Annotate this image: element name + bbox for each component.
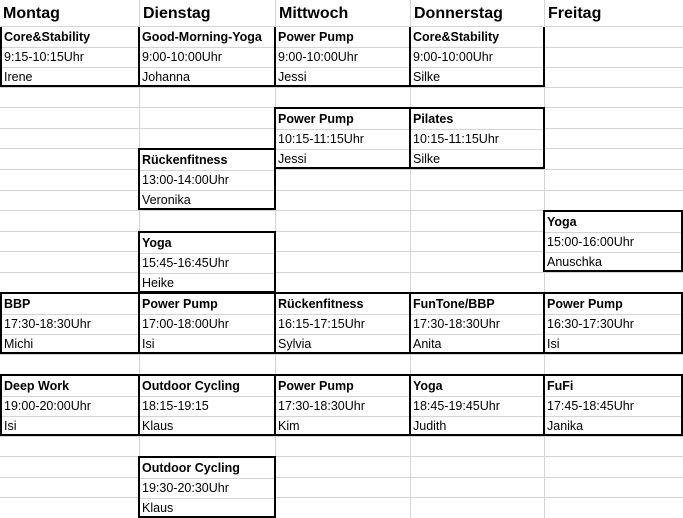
- class-trainer: Silke: [413, 70, 441, 84]
- class-block[interactable]: [274, 292, 411, 354]
- class-time: 17:30-18:30Uhr: [278, 399, 365, 413]
- class-trainer: Heike: [142, 276, 174, 290]
- class-block[interactable]: [409, 374, 545, 436]
- class-time: 9:15-10:15Uhr: [4, 50, 84, 64]
- class-name: Core&Stability: [413, 30, 500, 44]
- class-time: 18:15-19:15: [142, 399, 209, 413]
- class-time: 17:45-18:45Uhr: [547, 399, 634, 413]
- column-header-mittwoch[interactable]: Mittwoch: [279, 5, 349, 22]
- class-block[interactable]: [138, 231, 276, 293]
- gridline: [0, 477, 683, 478]
- class-time: 9:00-10:00Uhr: [278, 50, 358, 64]
- gridline: [0, 272, 683, 273]
- class-name: Deep Work: [4, 379, 70, 393]
- class-time: 16:30-17:30Uhr: [547, 317, 634, 331]
- class-block[interactable]: [409, 107, 545, 169]
- class-trainer: Jessi: [278, 70, 307, 84]
- class-trainer: Judith: [413, 419, 447, 433]
- class-block[interactable]: [543, 210, 683, 272]
- class-block[interactable]: [543, 292, 683, 354]
- class-time: 10:15-11:15Uhr: [413, 132, 499, 146]
- class-block[interactable]: [138, 292, 276, 354]
- class-name: Yoga: [142, 236, 172, 250]
- class-name: Power Pump: [278, 112, 354, 126]
- class-block[interactable]: [0, 292, 140, 354]
- class-block[interactable]: [0, 27, 140, 87]
- class-trainer: Anita: [413, 337, 442, 351]
- class-name: Power Pump: [547, 297, 623, 311]
- gridline: [0, 497, 683, 498]
- class-time: 17:00-18:00Uhr: [142, 317, 229, 331]
- class-trainer: Michi: [4, 337, 34, 351]
- class-trainer: Janika: [547, 419, 584, 433]
- class-name: Power Pump: [142, 297, 218, 311]
- class-name: BBP: [4, 297, 31, 311]
- class-name: Outdoor Cycling: [142, 461, 240, 475]
- class-block[interactable]: [138, 456, 276, 518]
- class-trainer: Kim: [278, 419, 300, 433]
- class-name: Power Pump: [278, 379, 354, 393]
- class-trainer: Klaus: [142, 501, 174, 515]
- class-time: 19:00-20:00Uhr: [4, 399, 91, 413]
- class-time: 9:00-10:00Uhr: [413, 50, 493, 64]
- class-name: Core&Stability: [4, 30, 91, 44]
- class-name: Rückenfitness: [278, 297, 364, 311]
- gridline: [0, 456, 683, 457]
- class-name: Power Pump: [278, 30, 354, 44]
- gridline: [0, 436, 683, 437]
- class-trainer: Jessi: [278, 152, 307, 166]
- class-block[interactable]: [138, 148, 276, 210]
- class-time: 17:30-18:30Uhr: [4, 317, 91, 331]
- gridline: [0, 190, 683, 191]
- class-block[interactable]: [274, 107, 411, 169]
- class-name: Outdoor Cycling: [142, 379, 240, 393]
- class-block[interactable]: [274, 27, 411, 87]
- class-name: FunTone/BBP: [413, 297, 495, 311]
- class-block[interactable]: [138, 374, 276, 436]
- column-header-donnerstag[interactable]: Donnerstag: [414, 5, 503, 22]
- class-time: 18:45-19:45Uhr: [413, 399, 500, 413]
- class-trainer: Isi: [142, 337, 155, 351]
- class-trainer: Isi: [547, 337, 560, 351]
- class-trainer: Sylvia: [278, 337, 312, 351]
- column-header-freitag[interactable]: Freitag: [548, 5, 602, 22]
- gridline: [0, 354, 683, 355]
- class-trainer: Klaus: [142, 419, 174, 433]
- class-trainer: Anuschka: [547, 255, 602, 269]
- class-time: 16:15-17:15Uhr: [278, 317, 365, 331]
- class-time: 10:15-11:15Uhr: [278, 132, 364, 146]
- column-header-montag[interactable]: Montag: [3, 5, 60, 22]
- class-block[interactable]: [0, 374, 140, 436]
- class-time: 19:30-20:30Uhr: [142, 481, 229, 495]
- class-time: 13:00-14:00Uhr: [142, 173, 229, 187]
- class-trainer: Johanna: [142, 70, 190, 84]
- class-block[interactable]: [409, 292, 545, 354]
- class-trainer: Veronika: [142, 193, 191, 207]
- class-block[interactable]: [274, 374, 411, 436]
- gridline: [0, 169, 683, 170]
- class-time: 15:45-16:45Uhr: [142, 256, 229, 270]
- class-name: Yoga: [547, 215, 577, 229]
- class-time: 17:30-18:30Uhr: [413, 317, 500, 331]
- class-name: Good-Morning-Yoga: [142, 30, 262, 44]
- class-trainer: Silke: [413, 152, 441, 166]
- class-time: 15:00-16:00Uhr: [547, 235, 634, 249]
- class-trainer: Irene: [4, 70, 33, 84]
- class-block[interactable]: [543, 374, 683, 436]
- class-time: 9:00-10:00Uhr: [142, 50, 222, 64]
- class-name: Rückenfitness: [142, 153, 228, 167]
- class-name: FuFi: [547, 379, 574, 393]
- class-name: Pilates: [413, 112, 454, 126]
- class-trainer: Isi: [4, 419, 17, 433]
- class-block[interactable]: [138, 27, 276, 87]
- column-header-dienstag[interactable]: Dienstag: [143, 5, 211, 22]
- class-name: Yoga: [413, 379, 443, 393]
- gridline: [0, 87, 683, 88]
- class-block[interactable]: [409, 27, 545, 87]
